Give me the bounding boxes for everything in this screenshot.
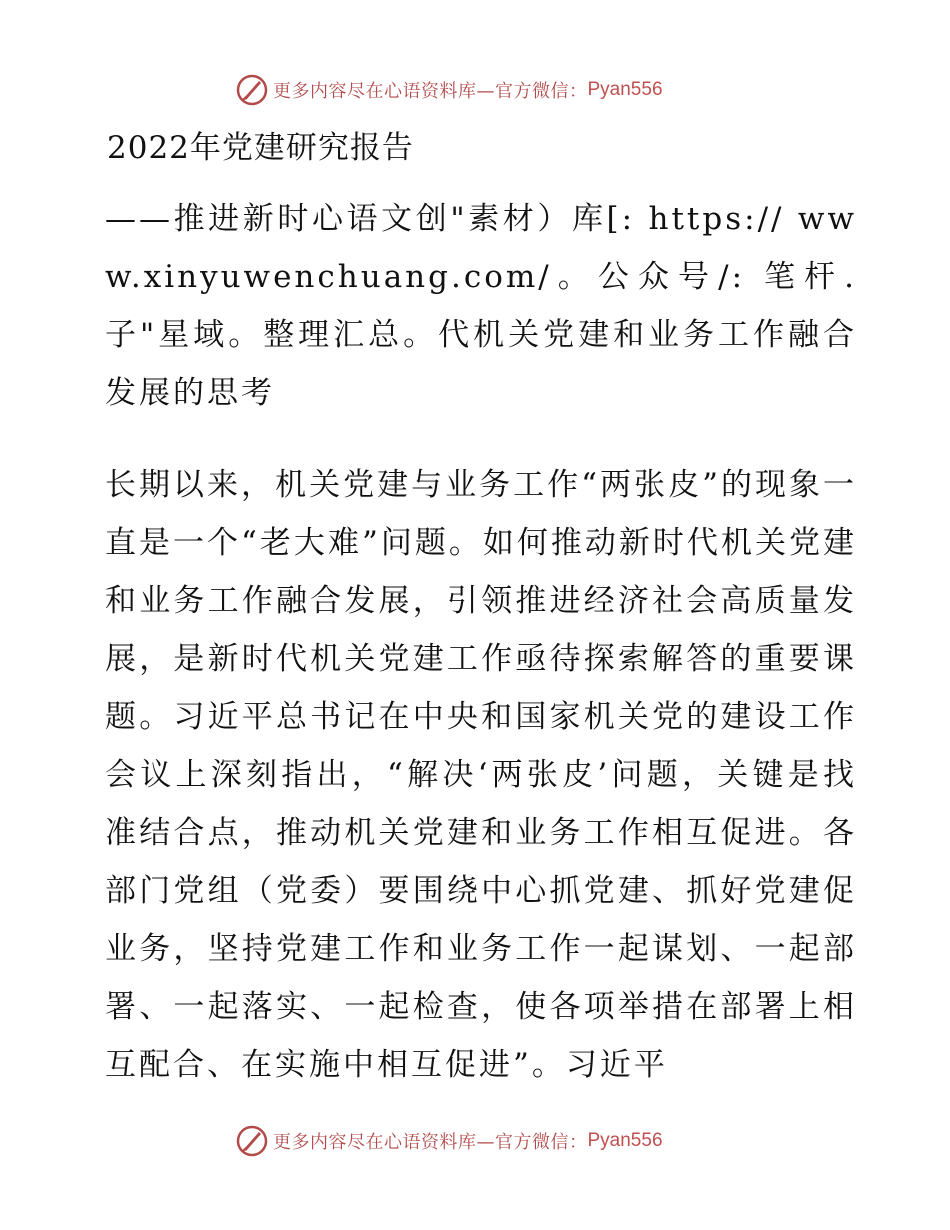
document-content xyxy=(97,120,857,1094)
quill-logo-icon xyxy=(235,73,269,107)
watermark-text: 更多内容尽在心语资料库—官方微信： xyxy=(273,1132,588,1153)
quill-logo-icon xyxy=(235,1124,269,1158)
watermark-footer xyxy=(235,1124,755,1158)
document-title: 2022年党建研究报告 xyxy=(107,130,414,166)
document-paragraph: 长期以来，机关党建与业务工作“两张皮”的现象一直是一个“老大难”问题。如何推动新时代机关党建和业务工作融合发展，引领推进经济社会高质量发展，是新时代机关党建工作亟待探索解答的重要课题。习近平总书记在中央和国家机关党的建设工作会议上深刻指出，“解决‘两张皮’问题，关键是找准结合点，推动机关党建和业务工作相互促进。各部门党组（党委）要围绕中心抓党建、抓好党建促业务，坚持党建工作和业务工作一起谋划、一起部署、一起落实、一起检查，使各项举措在部署上相互配合、在实施中相互促进”。习近平 xyxy=(105,467,857,1083)
watermark-wechat-id: Pyan556 xyxy=(587,79,663,100)
document-subtitle: ——推进新时心语文创"素材）库[: https:// www.xinyuwenchuang.com/。公众号/: 笔杆.子"星域。整理汇总。代机关党建和业务工作融合发展的思考 xyxy=(105,201,857,411)
watermark-text: 更多内容尽在心语资料库—官方微信： xyxy=(273,81,588,102)
watermark-wechat-id: Pyan556 xyxy=(587,1130,663,1151)
watermark-header xyxy=(235,73,755,107)
